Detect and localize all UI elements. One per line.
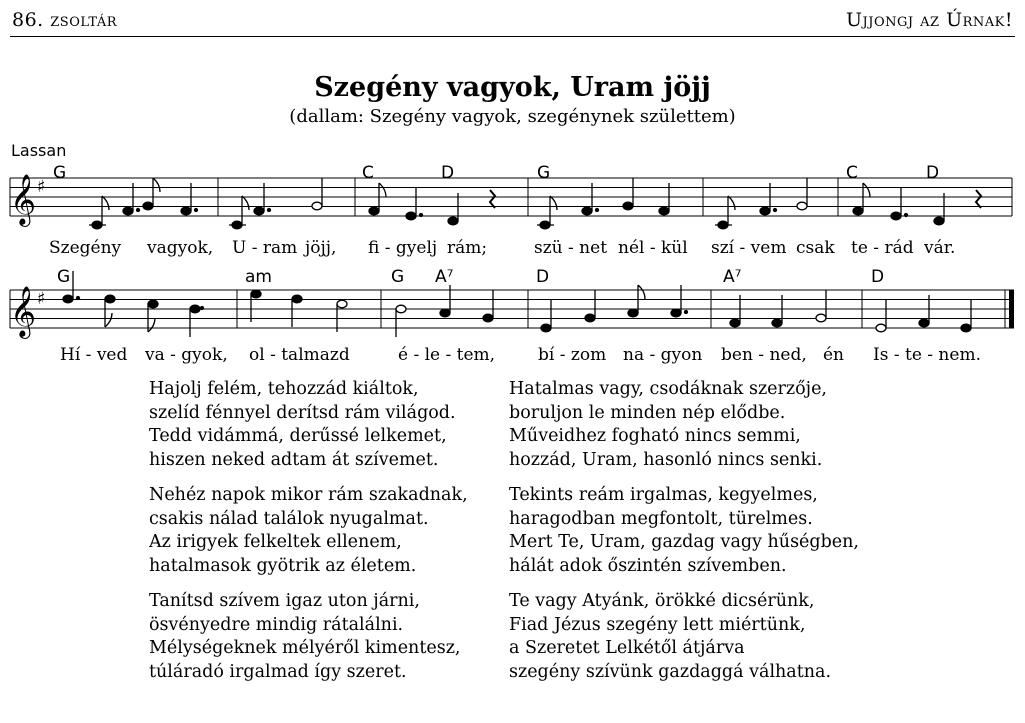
verse-line: a Szeretet Lelkétől átjárva <box>509 638 745 658</box>
verse-line: Tanítsd szívem igaz uton járni, <box>149 591 420 611</box>
verse-line: haragodban megfontolt, türelmes. <box>509 508 813 529</box>
verse-line: hiszen neked adtam át szívemet. <box>149 449 439 470</box>
verse-line: Nehéz napok mikor rám szakadnak, <box>149 485 468 505</box>
chord-symbol: D <box>871 267 885 287</box>
treble-clef-icon: 𝄞 <box>10 286 37 337</box>
verse-stanza <box>149 378 468 472</box>
verse-stanza <box>149 590 468 684</box>
lyric-syllable: na - gyon <box>623 345 703 365</box>
verse-line: boruljon le minden nép elődbe. <box>509 402 786 423</box>
lyric-syllable: U - ram <box>232 238 298 258</box>
verse-line: szegény szívünk gazdaggá válhatna. <box>509 661 832 682</box>
header-left: 86. zsoltár <box>12 9 118 31</box>
lyric-syllable: te - rád <box>851 238 914 258</box>
verse-line: Fiad Jézus szegény lett miértünk, <box>509 614 806 635</box>
verse-line: Te vagy Atyánk, örökké dicsérünk, <box>509 591 815 611</box>
song-subtitle: (dallam: Szegény vagyok, szegénynek születtem) <box>289 106 736 127</box>
verses-right-column <box>509 378 859 696</box>
verse-line: szelíd fénnyel derítsd rám világod. <box>149 402 456 423</box>
chord-symbol: A⁷ <box>723 267 742 287</box>
lyric-syllable: Is - te - nem. <box>873 345 981 365</box>
lyric-syllable: vár. <box>924 238 956 258</box>
verse-line: Az irigyek felkeltek ellenem, <box>149 532 402 552</box>
chord-symbol: am <box>245 267 272 287</box>
chord-symbol: D <box>536 267 550 287</box>
verse-line: Mert Te, Uram, gazdag vagy hűségben, <box>509 532 859 552</box>
chord-symbol: D <box>926 163 940 183</box>
lyric-syllable: én <box>823 345 845 365</box>
tempo-marking: Lassan <box>11 141 67 160</box>
verse-line: hozzád, Uram, hasonló nincs senki. <box>509 449 823 470</box>
staff-2 <box>10 290 1014 328</box>
notes-2 <box>63 271 971 337</box>
verse-line: túláradó irgalmad így szeret. <box>149 661 407 682</box>
verse-stanza <box>509 590 859 684</box>
chord-symbol: G <box>537 163 551 183</box>
lyric-syllable: nél - kül <box>618 238 688 258</box>
final-barline <box>1009 290 1014 328</box>
lyric-syllable: Hí - ved <box>60 345 128 365</box>
verse-line: hálát adok őszintén szívemben. <box>509 555 787 576</box>
lyric-syllable: fi - gyelj <box>368 238 438 258</box>
verse-line: Hatalmas vagy, csodáknak szerzője, <box>509 379 827 399</box>
lyric-syllable: va - gyok, <box>145 345 228 365</box>
lyric-syllable: csak <box>796 238 835 258</box>
verse-line: ösvényedre mindig rátalálni. <box>149 614 404 635</box>
lyric-syllable: ol - talmazd <box>249 345 350 365</box>
chord-symbol: A⁷ <box>435 267 454 287</box>
chord-symbol: C <box>362 163 374 183</box>
notes-1 <box>89 178 981 229</box>
verse-line: Tedd vidámmá, derűssé lelkemet, <box>149 426 447 446</box>
lyric-syllable: rám; <box>447 238 488 258</box>
verse-line: csakis nálad találok nyugalmat. <box>149 508 429 529</box>
lyric-syllable: é - le - tem, <box>398 345 496 365</box>
verse-line: Mélységeknek mélyéről kimentesz, <box>149 638 461 658</box>
key-sharp-icon: ♯ <box>37 289 46 309</box>
lyric-syllable: szü - net <box>534 238 608 258</box>
chord-symbol: C <box>846 163 858 183</box>
lyric-syllable: jöjj, <box>305 238 337 258</box>
verse-line: Tekints reám irgalmas, kegyelmes, <box>509 485 818 505</box>
verse-stanza <box>509 378 859 472</box>
verse-stanza <box>149 484 468 578</box>
chord-symbol: G <box>391 267 405 287</box>
verse-line: Műveidhez fogható nincs semmi, <box>509 426 801 446</box>
lyric-syllable: bí - zom <box>538 345 607 365</box>
chord-symbol: D <box>441 163 455 183</box>
verses-left-column <box>149 378 468 696</box>
lyric-syllable: szí - vem <box>711 238 787 258</box>
chord-symbol: G <box>57 267 71 287</box>
verse-stanza <box>509 484 859 578</box>
lyric-syllable: Szegény <box>49 238 122 258</box>
header-right: Ujjongj az Úrnak! <box>846 9 1013 31</box>
treble-clef-icon: 𝄞 <box>10 174 37 225</box>
song-title: Szegény vagyok, Uram jöjj <box>314 72 711 103</box>
key-sharp-icon: ♯ <box>37 177 46 197</box>
verse-line: hatalmasok gyötrik az életem. <box>149 555 417 576</box>
verse-line: Hajolj felém, tehozzád kiáltok, <box>149 379 419 399</box>
chord-symbol: G <box>53 163 67 183</box>
lyric-syllable: vagyok, <box>147 238 214 258</box>
lyric-syllable: ben - ned, <box>721 345 807 365</box>
